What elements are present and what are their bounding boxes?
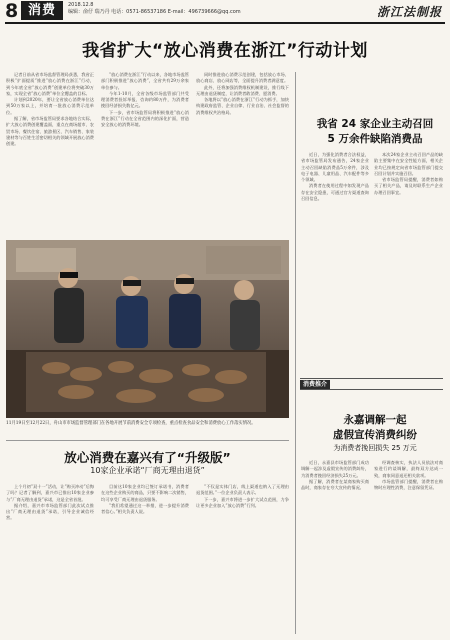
paragraph: “放心消费在浙江”行动以来，各地市场监管部门积极推进“放心消费”，全省共有29万余家单位参与。	[101, 72, 189, 90]
issue-contacts: 编辑：俞仔 瑞乃丹 电话：0571-86537186 E-mail：496739666@qq.com	[68, 9, 241, 15]
paragraph: “不仅是实体门店，线上渠道也纳入了无理由退货范围。”一位企业负责人表示。	[196, 484, 289, 496]
paper-name: 浙江法制报	[376, 5, 442, 19]
side2-subhead: 为消费者挽回损失 25 万元	[333, 444, 417, 452]
side2-headline-line2: 虚假宣传消费纠纷	[333, 429, 417, 441]
news-photo	[6, 240, 289, 418]
paragraph: 消费者在使用过程中如发现产品存在安全隐患，可通过官方渠道查询召回信息。	[301, 183, 369, 202]
paragraph: 省市场监管局提醒，消费者如购买了相关产品，请及时联系生产企业办理召回事宜。	[374, 177, 443, 195]
paragraph: 市场监管部门提醒，消费者在购物时应理性消费，注意保留凭证。	[374, 478, 443, 491]
side2-body-col-2	[374, 460, 443, 634]
side1-body-col-2	[374, 152, 443, 370]
side1-headline-line1: 我省 24 家企业主动召回	[316, 118, 434, 130]
section-divider	[6, 440, 289, 441]
section-label: 消费	[21, 1, 63, 20]
second-body-col-2	[101, 484, 189, 634]
paragraph: 下一步，省市场监管局将积极推进“放心消费在浙江”行动在全省范围内的深化扩面，营造安全放心的消费环境。	[101, 109, 189, 128]
paragraph: 据了解，省市场监管局要求各地结合实际，扩大放心消费创建覆盖面，重点在商场超市、农贸市场、餐饮住宿、旅游景区、汽车销售、家装建材等与百姓生活密切相关的领域开展放心消费创建。	[6, 116, 94, 147]
lead-body-col-3	[196, 72, 289, 232]
lead-body-col-2	[101, 72, 189, 232]
paragraph: “我们希望通过这一举措，进一步提升消费者信心。”相关负责人说。	[101, 502, 189, 515]
side2-body-col-1	[301, 460, 369, 634]
paragraph: 上个月初“双十一”活动，让“购买冲动”后悔了吗？记者了解到，嘉兴市已推出10家企业参与“厂商无理由退货”承诺，这是全省首批。	[6, 484, 94, 502]
side1-headline-line2: 5 万余件缺陷消费品	[327, 133, 423, 145]
lead-headline: 我省扩大“放心消费在浙江”行动计划	[82, 41, 368, 61]
paragraph: 记者日前从省市场监督管理局获悉，我省正积极“扩面提质”推进“放心消费在浙江”行动，到今年底全省“放心消费”创建单位将突破30万家，实现全省“放心消费”单位全覆盖的目标。	[6, 72, 94, 96]
paragraph: 近日，为强化消费者合法权益，省市场监管局发布通告，24家企业主动召回缺陷消费品5万余件，涉及电子电器、儿童用品、汽车配件等多个领域。	[301, 152, 369, 183]
paragraph: 经调查核实，执法人员依法对商家进行约谈调解，最终双方达成一致，商家同意退还相关款项。	[374, 460, 443, 478]
masthead	[0, 0, 450, 22]
second-body-col-3	[196, 484, 289, 634]
paragraph: 近日，永嘉县市场监管部门成功调解一起涉及虚假宣传的消费纠纷，为消费者挽回经济损失25万元。	[301, 460, 369, 478]
paragraph: 据了解，消费者在某商家购买商品时，商家存在夸大宣传的情况。	[301, 478, 369, 491]
paragraph: 各地将以“放心消费在浙江”行动为抓手，加快构建政府监管、企业自律、行业自治、社会监督的消费维权共治格局。	[196, 97, 289, 115]
page-number: 8	[5, 0, 19, 22]
paragraph: 此外，还将加强消费维权机制建设，推行线下无理由退货制度，让消费者敢消费、愿消费。	[196, 84, 289, 96]
masthead-rule	[5, 22, 445, 24]
lead-body-col-1	[6, 72, 94, 232]
second-body-col-1	[6, 484, 94, 634]
issue-info	[68, 2, 241, 16]
paragraph: 同时推进放心消费示范创建，包括放心市场、放心商店、放心网店等，全面提升消费者满意度。	[196, 72, 289, 84]
issue-date: 2018.12.8	[68, 2, 94, 8]
second-subhead: 10家企业承诺“厂商无理由退货”	[90, 466, 205, 475]
paragraph: 本次24家企业主动召回产品的缺陷主要集中在安全性能方面，相关企业均已按规定向省市场监管部门提交召回计划并实施召回。	[374, 152, 443, 176]
paragraph: 今年1-10月，全省各级市场监管部门共受理消费者投诉举报、咨询约80万件，为消费者挽回经济损失数亿元。	[101, 90, 189, 109]
news-bar	[300, 378, 443, 390]
photo-caption: 11月19日至12月22日，舟山市市场监督管理部门在各地开展节前消费安全专项检查，重点检查食品安全和消费放心工作落实情况。	[6, 421, 256, 426]
news-bar-label: 消费推介	[300, 380, 330, 389]
side1-body-col-1	[301, 152, 369, 370]
paragraph: 据介绍，嘉兴市市场监管部门此次试点推出“厂商无理由退货”承诺，引导企业诚信经营。	[6, 502, 94, 521]
second-headline: 放心消费在嘉兴有了“升级版”	[64, 450, 231, 465]
column-divider	[295, 72, 296, 634]
paragraph: 目前这10家企业均已签订承诺书，消费者在这些企业购买的商品，只要不影响二次销售，均可享受厂商无理由退货服务。	[101, 484, 189, 502]
inspection-scene-illustration	[6, 240, 289, 418]
paragraph: 计划到2020年，要让全省放心消费单位达到50万家以上，并培育一批放心消费示范单位。	[6, 97, 94, 115]
paragraph: 下一步，嘉兴市将进一步扩大试点范围，力争让更多企业加入“放心消费”行列。	[196, 496, 289, 508]
side2-headline-line1: 永嘉调解一起	[343, 414, 407, 426]
